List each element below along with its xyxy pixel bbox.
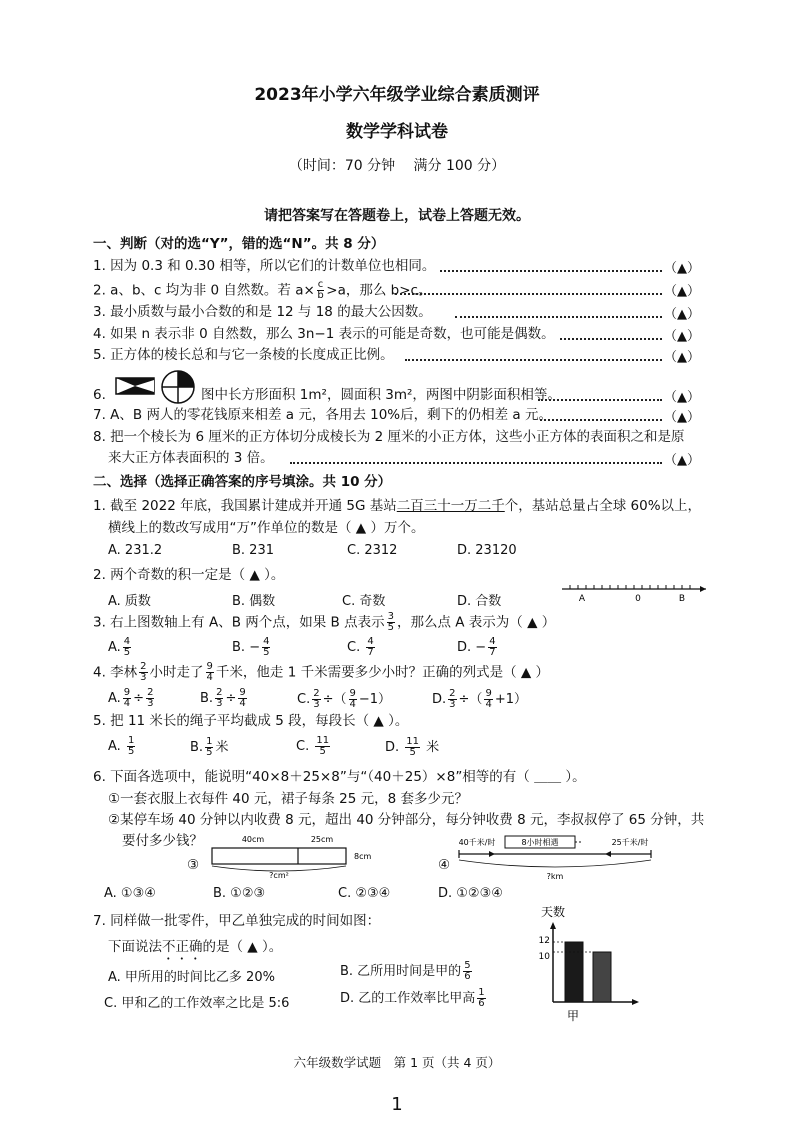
choice-q6-statement-1: ①一套衣服上衣每件 40 元，裙子每条 25 元，8 套多少元？ [108,791,469,807]
answer-mark: （▲） [664,307,700,322]
answer-mark: （▲） [664,329,700,344]
choice-q6-option-a: A. ①③④ [104,886,156,901]
section2-heading: 二、选择（选择正确答案的序号填涂。共 10 分） [93,474,392,490]
choice-q3-option-c: C. $\frac{4}{7}$ [347,636,374,658]
choice-q2-option-d: D. 合数 [457,594,502,609]
dot-leader [538,399,662,401]
number-line [560,582,710,604]
choice-q1-option-c: C. 2312 [347,543,398,558]
chart-x-label: 甲 [566,1009,580,1023]
choice-q1-line1: 1. 截至 2022 年底，我国累计建成并开通 5G 基站二百三十一万二千个，基站总量占全球 60%以上， [93,498,702,514]
judge-q5: 5. 正方体的棱长总和与它一条棱的长度成正比例。 [93,347,394,363]
choice-q5-option-c: C. $\frac{11}{5}$ [296,735,330,757]
choice-q7-option-a: A. 甲所用的时间比乙多 20% [108,970,275,985]
chart-y-tick-10: 10 [538,952,550,962]
choice-q4: 4. 李林 $\frac{2}{3}$ 小时走了 $\frac{9}{4}$ 千米，他走 1 千米需要多少小时？正确的列式是（ ▲ ） [93,661,550,683]
dot-leader [540,419,662,421]
choice-q1-option-b: B. 231 [232,543,274,558]
choice-q1-option-d: D. 23120 [457,543,517,558]
choice-q6-option-c: C. ②③④ [338,886,391,901]
choice-q6-statement-2b: 要付多少钱？ [122,833,203,849]
judge-q1: 1. 因为 0.3 和 0.30 相等，所以它们的计数单位也相同。 [93,258,436,274]
choice-q5-option-d: D. $\frac{11}{5}$ 米 [385,736,440,758]
choice-q6-circle-3: ③ [187,857,200,873]
judge-q6-number: 6. [93,387,106,403]
choice-q6-option-b: B. ①②③ [213,886,266,901]
choice-q6-option-d: D. ①②③④ [438,886,503,901]
choice-q7-option-d: D. 乙的工作效率比甲高 $\frac{1}{6}$ [340,987,485,1009]
choice-q5: 5. 把 11 米长的绳子平均截成 5 段，每段长（ ▲ ）。 [93,713,409,729]
judge-q3: 3. 最小质数与最小合数的和是 12 与 18 的最大公因数。 [93,304,432,320]
exam-subtitle: 数学学科试卷 [346,122,448,142]
page-number: 1 [391,1094,403,1115]
chart-x-axis-arrow [632,999,639,1005]
diag3-label-area: ?cm² [269,871,289,880]
exam-title: 2023年小学六年级学业综合素质测评 [254,85,540,105]
rectangle-shaded-figure [115,376,155,396]
judge-q4: 4. 如果 n 表示非 0 自然数，那么 3n−1 表示的可能是奇数，也可能是偶数。 [93,326,555,342]
chart-bar-2 [593,952,611,1002]
number-line-label-b: B [678,594,686,604]
dot-leader [455,316,662,318]
choice-q1-line2: 横线上的数改写成用“万”作单位的数是（ ▲ ）万个。 [108,520,425,536]
number-line-label-a: A [578,594,586,604]
diag4-label-distance: ?km [546,872,564,881]
choice-q7-option-c: C. 甲和乙的工作效率之比是 5:6 [104,996,290,1011]
choice-q3: 3. 右上图数轴上有 A、B 两个点，如果 B 点表示 $\frac{3}{5}$ ，那么点 A 表示为（ ▲ ） [93,611,556,633]
circle-quadrant-figure [160,369,196,405]
judge-q8-line2: 来大正方体表面积的 3 倍。 [108,450,274,466]
dot-leader [560,338,662,340]
choice-q4-option-b: B. $\frac{2}{3}$ ÷ $\frac{9}{4}$ [200,687,246,709]
work-days-bar-chart [525,902,645,1026]
choice-q4-option-d: D. $\frac{2}{3}$ ÷（ $\frac{9}{4}$ +1） [432,688,527,710]
diag3-label-8: 8cm [354,852,372,861]
choice-q7-line1: 7. 同样做一批零件，甲乙单独完成的时间如图： [93,913,381,929]
choice-q7-line2: 下面说法不正确的是（ ▲ ）。 [108,939,283,955]
time-info: （时间：70 分钟 满分 100 分） [288,158,506,174]
choice-q4-option-c: C. $\frac{2}{3}$ ÷（ $\frac{9}{4}$ −1） [297,688,392,710]
chart-y-axis-arrow [550,922,556,929]
answer-mark: （▲） [664,453,700,468]
choice-q1-option-a: A. 231.2 [108,543,163,558]
rectangle-area-diagram [208,830,378,880]
choice-q5-option-a: A. $\frac{1}{5}$ [108,735,135,757]
judge-q2: 2. a、b、c 均为非 0 自然数。若 a× $\frac{c}{b}$ >a，那么 b>c。 [93,279,432,301]
choice-q6-statement-2: ②某停车场 40 分钟以内收费 8 元，超出 40 分钟部分，每分钟收费 8 元，李叔叔停了 65 分钟，共 [108,812,705,828]
diag4-label-meet: 8小时相遇 [521,838,559,847]
judge-q7: 7. A、B 两人的零花钱原来相差 a 元，各用去 10%后，剩下的仍相差 a 元。 [93,407,552,423]
dot-leader [395,293,662,295]
choice-q7-option-b: B. 乙所用时间是甲的 $\frac{5}{6}$ [340,960,471,982]
chart-y-label: 天数 [540,905,566,919]
answer-mark: （▲） [664,350,700,365]
answer-notice: 请把答案写在答题卷上，试卷上答题无效。 [264,208,530,224]
diag3-label-40: 40cm [241,835,265,844]
choice-q2-option-b: B. 偶数 [232,594,276,609]
answer-mark: （▲） [664,261,700,276]
answer-mark: （▲） [664,410,700,425]
dot-leader [440,270,662,272]
chart-bar-1 [565,942,583,1002]
answer-mark: （▲） [664,284,700,299]
answer-mark: （▲） [664,390,700,405]
choice-q3-option-d: D. − $\frac{4}{7}$ [457,636,496,658]
choice-q2-option-a: A. 质数 [108,594,151,609]
number-line-label-zero: 0 [635,594,641,604]
diag4-label-speed2: 25千米/时 [611,838,649,847]
meeting-distance-diagram [455,830,695,882]
choice-q3-option-b: B. − $\frac{4}{5}$ [232,636,270,658]
choice-q5-option-b: B. $\frac{1}{5}$ 米 [190,736,229,758]
page-info: 六年级数学试题 第 1 页（共 4 页） [293,1055,501,1070]
dot-leader [290,462,662,464]
diag3-label-25: 25cm [310,835,334,844]
section1-heading: 一、判断（对的选“Y”，错的选“N”。共 8 分） [93,236,385,252]
diag4-label-speed1: 40千米/时 [458,838,496,847]
choice-q2-option-c: C. 奇数 [342,594,386,609]
judge-q8-line1: 8. 把一个棱长为 6 厘米的正方体切分成棱长为 2 厘米的小正方体，这些小正方体的表面积之和是原 [93,429,685,445]
choice-q6-circle-4: ④ [438,857,451,873]
dot-leader [405,359,662,361]
choice-q6: 6. 下面各选项中，能说明“40×8＋25×8”与“（40＋25）×8”相等的有（ ＿＿ ）。 [93,769,586,785]
choice-q4-option-a: A. $\frac{9}{4}$ ÷ $\frac{2}{3}$ [108,687,154,709]
choice-q2: 2. 两个奇数的积一定是（ ▲ ）。 [93,567,285,583]
chart-y-tick-12: 12 [538,936,550,946]
choice-q3-option-a: A. $\frac{4}{5}$ [108,636,131,658]
judge-q6: 图中长方形面积 1m²，圆面积 3m²，两图中阴影面积相等。 [201,387,561,403]
